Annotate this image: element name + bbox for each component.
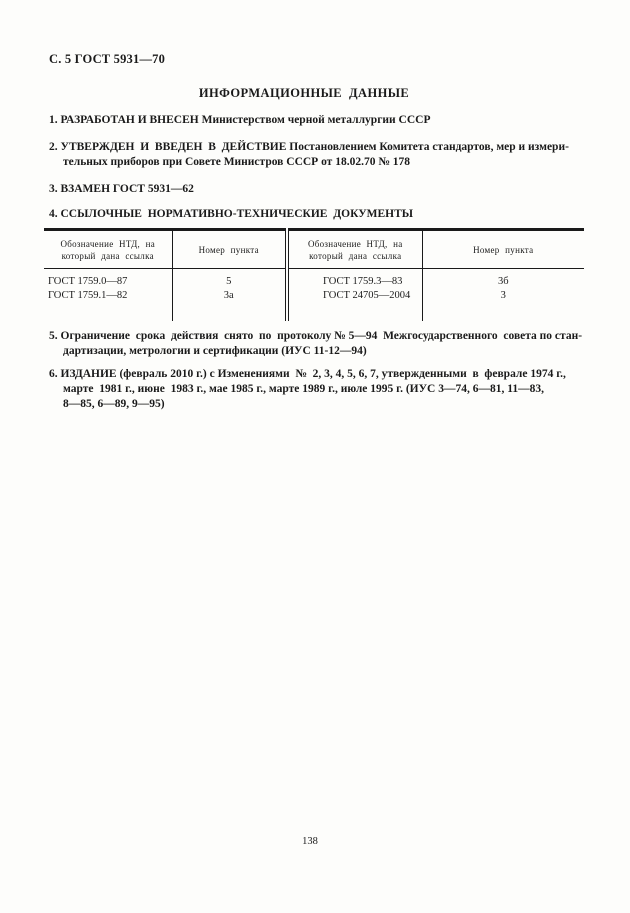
table-header-row — [44, 230, 584, 269]
page-title: ИНФОРМАЦИОННЫЕ ДАННЫЕ — [198, 86, 410, 100]
clause-5-text: дартизации, метрологии и сертификации (ИУС 11-12—94) — [63, 345, 367, 357]
table-spacer-row — [44, 303, 584, 321]
clause-6-text: 6. ИЗДАНИЕ (февраль 2010 г.) с Изменениями № 2, 3, 4, 5, 6, 7, утвержденными в феврале 1974 г., — [49, 368, 566, 380]
column-header-ntd-left: Обозначение НТД, на который дана ссылка — [44, 230, 172, 269]
column-header-clause-left: Номер пункта — [172, 230, 287, 269]
table-row — [44, 269, 584, 290]
reference-table — [44, 228, 584, 321]
running-header: С. 5 ГОСТ 5931—70 — [49, 52, 166, 66]
clause-3-text: 3. ВЗАМЕН ГОСТ 5931—62 — [49, 183, 194, 195]
column-header-ntd-right: Обозначение НТД, на который дана ссылка — [287, 230, 422, 269]
clause-4 — [49, 207, 594, 222]
clause-3 — [49, 182, 594, 197]
table-cell: 3 — [500, 290, 506, 301]
clause-1 — [49, 113, 594, 128]
clause-1-text: 1. РАЗРАБОТАН И ВНЕСЕН Министерством черной металлургии СССР — [49, 114, 431, 126]
table-cell: ГОСТ 1759.0—87 — [44, 269, 172, 290]
table-cell: 5 — [172, 269, 287, 290]
clause-2-text: тельных приборов при Совете Министров СССР от 18.02.70 № 178 — [63, 156, 411, 168]
table-cell: ГОСТ 24705—2004 — [287, 289, 422, 303]
clause-2-text: 2. УТВЕРЖДЕН И ВВЕДЕН В ДЕЙСТВИЕ Постановлением Комитета стандартов, мер и измери- — [49, 141, 569, 153]
clause-6 — [49, 367, 594, 412]
column-header-clause-right: Номер пункта — [422, 230, 584, 269]
clause-6-text: 8—85, 6—89, 9—95) — [63, 398, 165, 410]
clause-6-text: марте 1981 г., июне 1983 г., мае 1985 г., марте 1989 г., июле 1995 г. (ИУС 3—74, 6—81, 11—83, — [63, 383, 544, 395]
clause-5-text: 5. Ограничение срока действия снято по протоколу № 5—94 Межгосударственного совета по стан- — [49, 330, 583, 342]
page-number: 138 — [302, 836, 318, 847]
table-cell: 3а — [172, 289, 287, 303]
table-row — [44, 289, 584, 303]
clause-4-text: 4. ССЫЛОЧНЫЕ НОРМАТИВНО-ТЕХНИЧЕСКИЕ ДОКУМЕНТЫ — [49, 208, 414, 220]
table-cell: ГОСТ 1759.3—83 — [287, 269, 422, 290]
table-cell: 3б — [497, 276, 509, 287]
table-cell: ГОСТ 1759.1—82 — [44, 289, 172, 303]
clause-5 — [49, 329, 594, 359]
clause-2 — [49, 140, 594, 170]
